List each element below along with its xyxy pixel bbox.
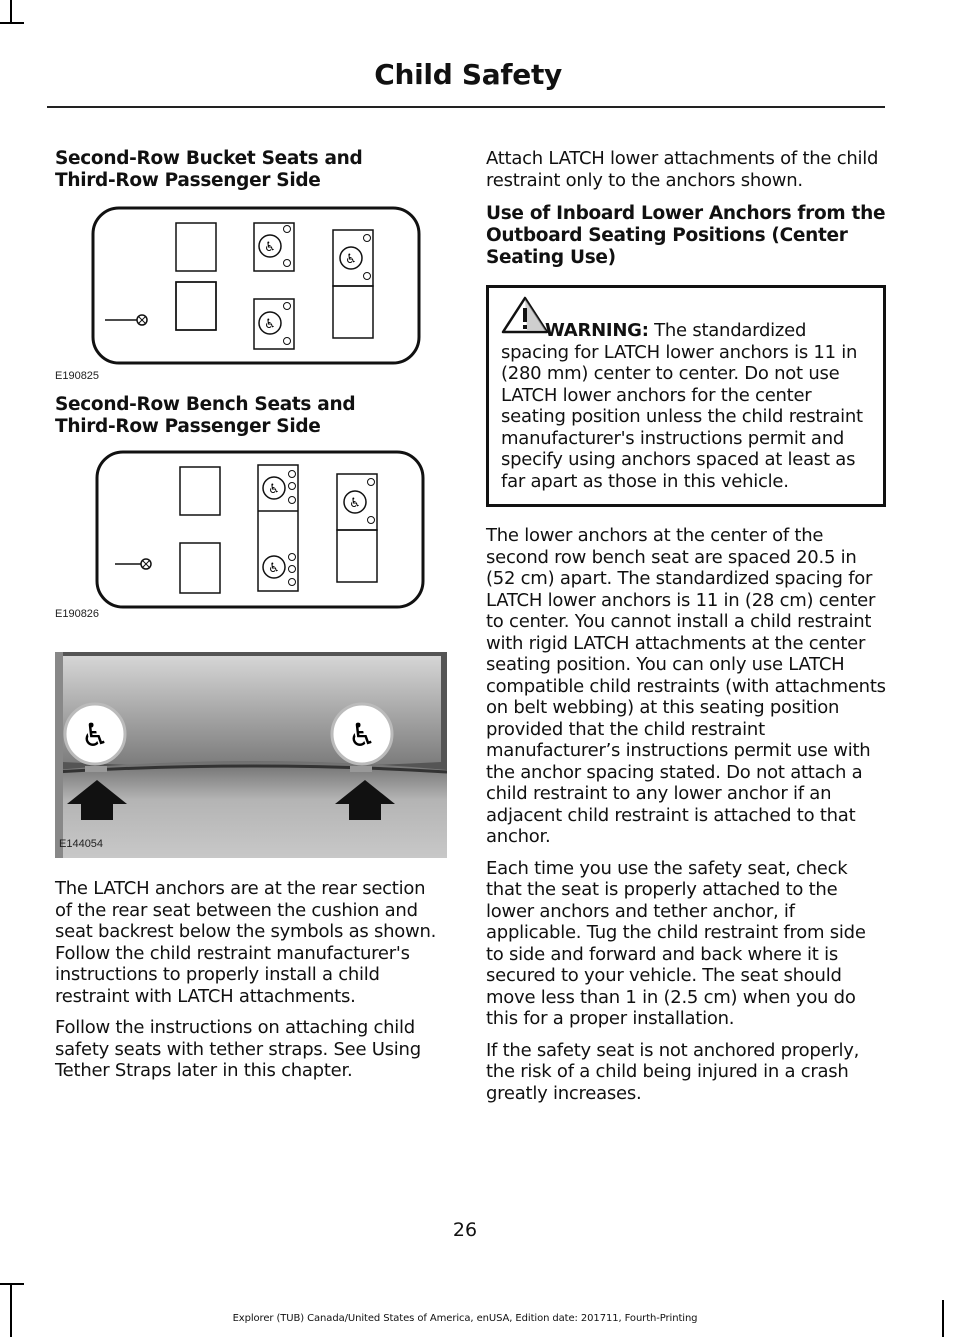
svg-text:♿: ♿ xyxy=(264,240,276,255)
left-column xyxy=(55,148,447,1092)
crop-mark xyxy=(10,1283,12,1337)
figure-code: E190826 xyxy=(55,608,100,620)
paragraph: If the safety seat is not anchored properly, the risk of a child being injured in a crash greatly increases. xyxy=(486,1039,860,1104)
warning-body: The standardized spacing for LATCH lower anchors is 11 in (280 mm) center to center. Do not use LATCH lower anchors for the center seating position unless the child restraint manufacturer's instructions permit and specify using anchors spaced at least as far apart as those in this vehicle. xyxy=(501,320,863,492)
page-title: Child Safety xyxy=(374,58,562,91)
footer-text: Explorer (TUB) Canada/United States of America, enUSA, Edition date: 201711, Fourth-Printing xyxy=(232,1313,698,1324)
section-heading-bucket-seats: Second-Row Bucket Seats and Third-Row Passenger Side xyxy=(55,148,363,191)
crop-mark xyxy=(0,22,24,24)
svg-text:♿: ♿ xyxy=(268,561,280,576)
paragraph: Attach LATCH lower attachments of the child restraint only to the anchors shown. xyxy=(486,148,879,191)
paragraph: Each time you use the safety seat, check that the seat is properly attached to the lower anchors and tether anchor, if applicable. Tug the child restraint from side to side and forward and back where it is secured to your vehicle. The seat should move less than 1 in (2.5 cm) when you do this for a proper installation. xyxy=(486,857,866,1029)
warning-label: WARNING: xyxy=(545,320,649,341)
crop-mark xyxy=(10,0,12,24)
figure-bucket-seats xyxy=(55,202,447,382)
bucket-seat-diagram xyxy=(55,202,447,382)
paragraph: The lower anchors at the center of the second row bench seat are spaced 20.5 in (52 cm) apart. The standardized spacing for LATCH lower anchors is 11 in (28 cm) center to center. You cannot install a child restraint with rigid LATCH attachments at the center seating position. You can only use LATCH compatible child restraints (with attachments on belt webbing) at this seating position provided that the child restraint manufacturer’s instructions permit use with the anchor spacing stated. Do not attach a child restraint to any lower anchor if an adjacent child restraint is attached to that anchor. xyxy=(486,525,886,847)
svg-text:♿: ♿ xyxy=(268,482,280,497)
svg-text:♿: ♿ xyxy=(264,317,276,332)
svg-text:♿: ♿ xyxy=(347,716,377,754)
figure-latch-anchors-photo xyxy=(55,652,447,850)
right-column xyxy=(486,148,886,1114)
header-divider xyxy=(47,106,885,108)
svg-text:♿: ♿ xyxy=(80,716,110,754)
svg-text:♿: ♿ xyxy=(345,252,357,267)
crop-mark xyxy=(942,1300,944,1337)
bench-seat-diagram xyxy=(55,448,447,620)
figure-bench-seats xyxy=(55,448,447,620)
figure-code: E190825 xyxy=(55,370,100,382)
figure-code: E144054 xyxy=(59,838,104,850)
svg-text:♿: ♿ xyxy=(349,496,361,511)
crop-mark xyxy=(0,1283,24,1285)
page-number: 26 xyxy=(452,1219,478,1241)
warning-text xyxy=(501,320,871,492)
section-heading-inboard-anchors: Use of Inboard Lower Anchors from the Outboard Seating Positions (Center Seating Use) xyxy=(486,203,886,268)
section-heading-bench-seats: Second-Row Bench Seats and Third-Row Passenger Side xyxy=(55,394,356,437)
latch-anchor-photo xyxy=(55,652,447,862)
paragraph: The LATCH anchors are at the rear section of the rear seat between the cushion and seat backrest below the symbols as shown. Follow the child restraint manufacturer's instructions to properly install a child restraint with LATCH attachments. xyxy=(55,878,437,1007)
warning-box xyxy=(486,285,886,507)
paragraph: Follow the instructions on attaching child safety seats with tether straps. See Using Tether Straps later in this chapter. xyxy=(55,1017,421,1081)
